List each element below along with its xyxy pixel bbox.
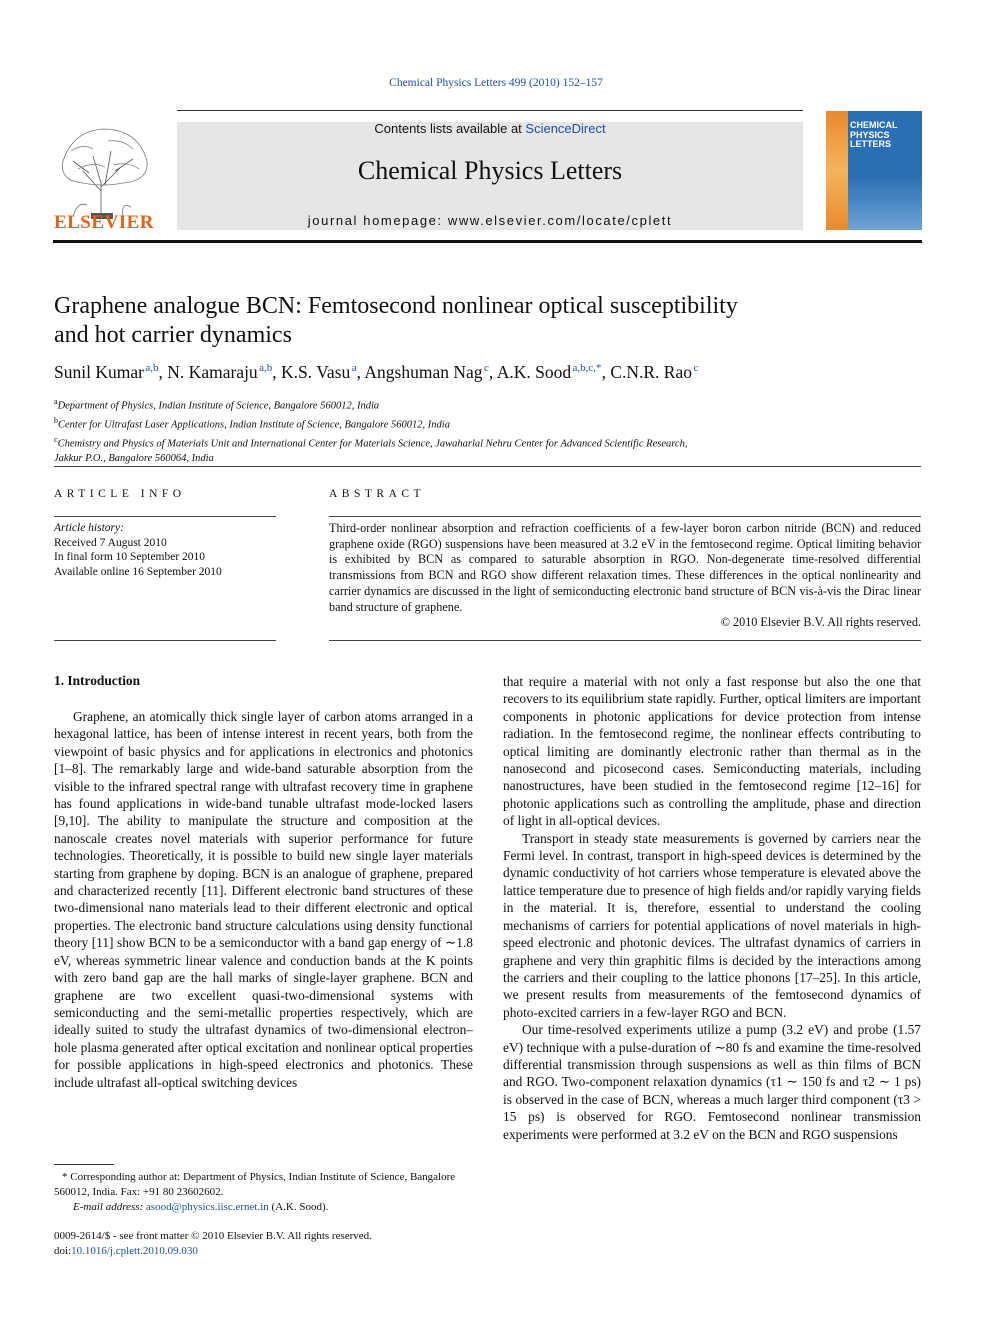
bottom-matter — [54, 1229, 473, 1259]
cover-strip — [826, 111, 848, 230]
email-line — [54, 1200, 473, 1215]
author-name: Sunil Kumar — [54, 362, 144, 382]
contents-line — [177, 121, 803, 136]
affiliation — [54, 433, 924, 452]
history-item: Received 7 August 2010 — [54, 536, 167, 549]
journal-reference[interactable]: Chemical Physics Letters 499 (2010) 152–157 — [389, 77, 603, 89]
body-paragraph: Graphene, an atomically thick single layer of carbon atoms arranged in a hexagonal lattice, has been of intense interest in recent years, both from the viewpoint of basic physics and for applications in electronics and photonics [1–8]. The remarkably large and wide-band saturable absorption from the visible to the infrared spectral range with ultrafast recovery time in graphene has found applications in wide-band tunable ultrafast mode-locked lasers [9,10]. The ability to manipulate the structure and composition at the nanoscale creates novel materials with superior performance for future technologies. Theoretically, it is possible to build new single layer materials starting from graphene by doping. BCN is an analogue of graphene, prepared and characterized recently [11]. Different electronic band structures of these two-dimensional nano materials lead to their different electronic and optical properties. The electronic band structure calculations using density functional theory [11] show BCN to be a semiconductor with a band gap energy of ∼1.8 eV, whereas symmetric linear valence and conduction bands at the K points with zero band gap are the hall marks of single-layer graphene. BCN and graphene are two excellent quasi-two-dimensional systems with semiconducting and the semi-metallic properties respectively, which are ideally suited to study the ultrafast dynamics of two-dimensional electron–hole plasma generated after optical excitation and nonlinear optical properties for possible applications in high-speed electronics and photonics. These include ultrafast all-optical switching devices — [54, 709, 473, 1090]
abstract-bottom-rule — [329, 640, 921, 641]
email-link[interactable]: asood@physics.iisc.ernet.in — [145, 1201, 269, 1213]
title-line: Graphene analogue BCN: Femtosecond nonlinear optical susceptibility — [54, 293, 738, 319]
affiliation-marker: a — [54, 397, 58, 406]
article-history — [54, 521, 276, 579]
section-heading-introduction: 1. Introduction — [54, 673, 141, 688]
email-suffix: (A.K. Sood). — [268, 1201, 329, 1213]
history-item: Available online 16 September 2010 — [54, 565, 222, 578]
left-column — [54, 690, 473, 1091]
author-affil-link[interactable]: a,b — [145, 362, 159, 375]
affiliation — [54, 395, 924, 414]
affiliation-rule — [54, 466, 921, 467]
author-list: Sunil Kumar $^{a,b}$, N. Kamaraju $^{a,b}$, K.S. Vasu $^a$, Angshuman Nag $^c$, A.K. Sood $^{a,b,c,*}$, C.N.R. Rao $^c$ — [54, 362, 699, 382]
abstract-heading: ABSTRACT — [329, 488, 426, 500]
cover-title-line: PHYSICS — [850, 129, 890, 140]
author-affil-link[interactable]: a,b — [259, 362, 273, 375]
affiliation — [54, 452, 924, 467]
affiliation-text: Department of Physics, Indian Institute of Science, Bangalore 560012, India — [57, 400, 380, 412]
body-paragraph: Transport in steady state measurements is governed by carriers near the Fermi level. In contrast, transport in high-speed devices is determined by the dynamic conductivity of hot carriers whose temperature is elevated above the lattice temperature due to presence of high fields and/or rapidly varying fields in the material. It is, therefore, essential to understand the cooling mechanisms of carriers for potential applications of novel materials in high-speed electronic and photonic devices. The ultrafast dynamics of carriers in graphene and very thin graphitic films is decided by the interactions among the carriers and their coupling to the lattice phonons [17–25]. In this article, we present results from measurements of the femtosecond dynamics of photo-excited carriers in a few-layer RGO and BCN. — [503, 830, 921, 1020]
abstract-rule — [329, 516, 921, 517]
cover-title-line: LETTERS — [850, 139, 892, 149]
author-name: A.K. Sood — [496, 362, 572, 382]
history-item: In final form 10 September 2010 — [54, 551, 206, 563]
publisher-logo-text: ELSEVIER — [53, 212, 155, 233]
history-label: Article history: — [54, 522, 124, 534]
abstract-text: Third-order nonlinear absorption and refraction coefficients of a few-layer boron carbon nitride (BCN) and reduced graphene oxide (RGO) suspensions have been measured at 3.2 eV in the femtosecond regime. Optical limiting behavior is exhibited by BCN as compared to saturable absorption in RGO. Non-degenerate time-resolved differential transmissions from BCN and RGO show different relaxation times. These differences in the optical nonlinearity and carrier dynamics are discussed in the light of semiconducting electronic band structure of BCN vis-à-vis the Dirac linear band structure of graphene. — [329, 521, 921, 614]
email-label: E-mail address: — [73, 1201, 146, 1213]
affiliation-marker: b — [54, 416, 58, 425]
contents-prefix: Contents lists available at — [374, 121, 526, 136]
abstract-body — [329, 521, 921, 631]
author-affil-link[interactable]: c — [693, 362, 699, 375]
doi-line — [54, 1244, 473, 1259]
right-column — [503, 673, 921, 1143]
issn-line: 0009-2614/$ - see front matter © 2010 Elsevier B.V. All rights reserved. — [54, 1230, 372, 1242]
sciencedirect-link[interactable]: ScienceDirect — [525, 121, 606, 136]
author-name: K.S. Vasu — [281, 362, 351, 382]
journal-homepage[interactable]: journal homepage: www.elsevier.com/locate/cplett — [307, 213, 673, 228]
footnote — [54, 1170, 473, 1215]
header-rule — [177, 110, 803, 111]
affiliation — [54, 414, 924, 433]
cover-title — [850, 121, 898, 150]
article-info-rule — [54, 516, 276, 517]
footnote-rule — [54, 1164, 114, 1165]
abstract-copyright: © 2010 Elsevier B.V. All rights reserved. — [720, 615, 921, 630]
title-line: and hot carrier dynamics — [54, 322, 292, 348]
body-paragraph: Our time-resolved experiments utilize a pump (3.2 eV) and probe (1.57 eV) technique with a pulse-duration of ∼80 fs and examine the time-resolved differential transmission through suspensions as well as thin films of BCN and RGO. Two-component relaxation dynamics (τ1 ∼ 150 fs and τ2 ∼ 1 ps) is observed in the case of BCN, whereas a much larger third component (τ3 > 15 ps) is observed for RGO. Femtosecond nonlinear transmission experiments were performed at 3.2 eV on the BCN and RGO suspensions — [503, 1022, 921, 1142]
author-affil-link[interactable]: a — [351, 362, 357, 375]
affiliation-text: Chemistry and Physics of Materials Unit and International Center for Materials Science, Jawaharlal Nehru Center for Advanced Scientific Research, — [57, 438, 688, 450]
corresponding-author-note: * Corresponding author at: Department of Physics, Indian Institute of Science, Bangalore 560012, India. Fax: +91 80 23602602. — [54, 1171, 456, 1198]
author-name: N. Kamaraju — [167, 362, 258, 382]
affiliations — [54, 395, 924, 467]
journal-cover-image — [826, 111, 922, 230]
author-affil-link[interactable]: a,b,c,* — [572, 362, 602, 375]
cover-title-line: CHEMICAL — [850, 120, 898, 130]
article-info-bottom-rule — [54, 640, 276, 641]
journal-title: Chemical Physics Letters — [357, 156, 623, 185]
author-affil-link[interactable]: c — [484, 362, 489, 375]
doi-link[interactable]: 10.1016/j.cplett.2010.09.030 — [71, 1245, 198, 1257]
author-name: Angshuman Nag — [364, 362, 483, 382]
affiliation-text: Jakkur P.O., Bangalore 560064, India — [54, 453, 214, 464]
article-info-heading: ARTICLE INFO — [54, 488, 186, 500]
doi-label: doi: — [54, 1245, 72, 1257]
affiliation-marker: c — [54, 435, 58, 444]
body-paragraph: that require a material with not only a fast response but also the one that recovers to its equilibrium state rapidly. Further, optical limiters are important components in photonic applications for device protection from intense radiation. In the femtosecond regime, the nonlinear effects contributing to optical limiting are dominantly electronic rather than thermal as in the nanosecond and picosecond cases. Semiconducting materials, including nanostructures, have been studied in the femtosecond regime [12–16] for photonic applications such as controlling the amplitude, phase and direction of light in all-optical devices. — [503, 674, 921, 829]
affiliation-text: Center for Ultrafast Laser Applications, Indian Institute of Science, Bangalore 560012, India — [58, 419, 450, 431]
author-name: C.N.R. Rao — [610, 362, 692, 382]
header-thick-rule — [53, 240, 922, 243]
article-title — [54, 292, 854, 350]
